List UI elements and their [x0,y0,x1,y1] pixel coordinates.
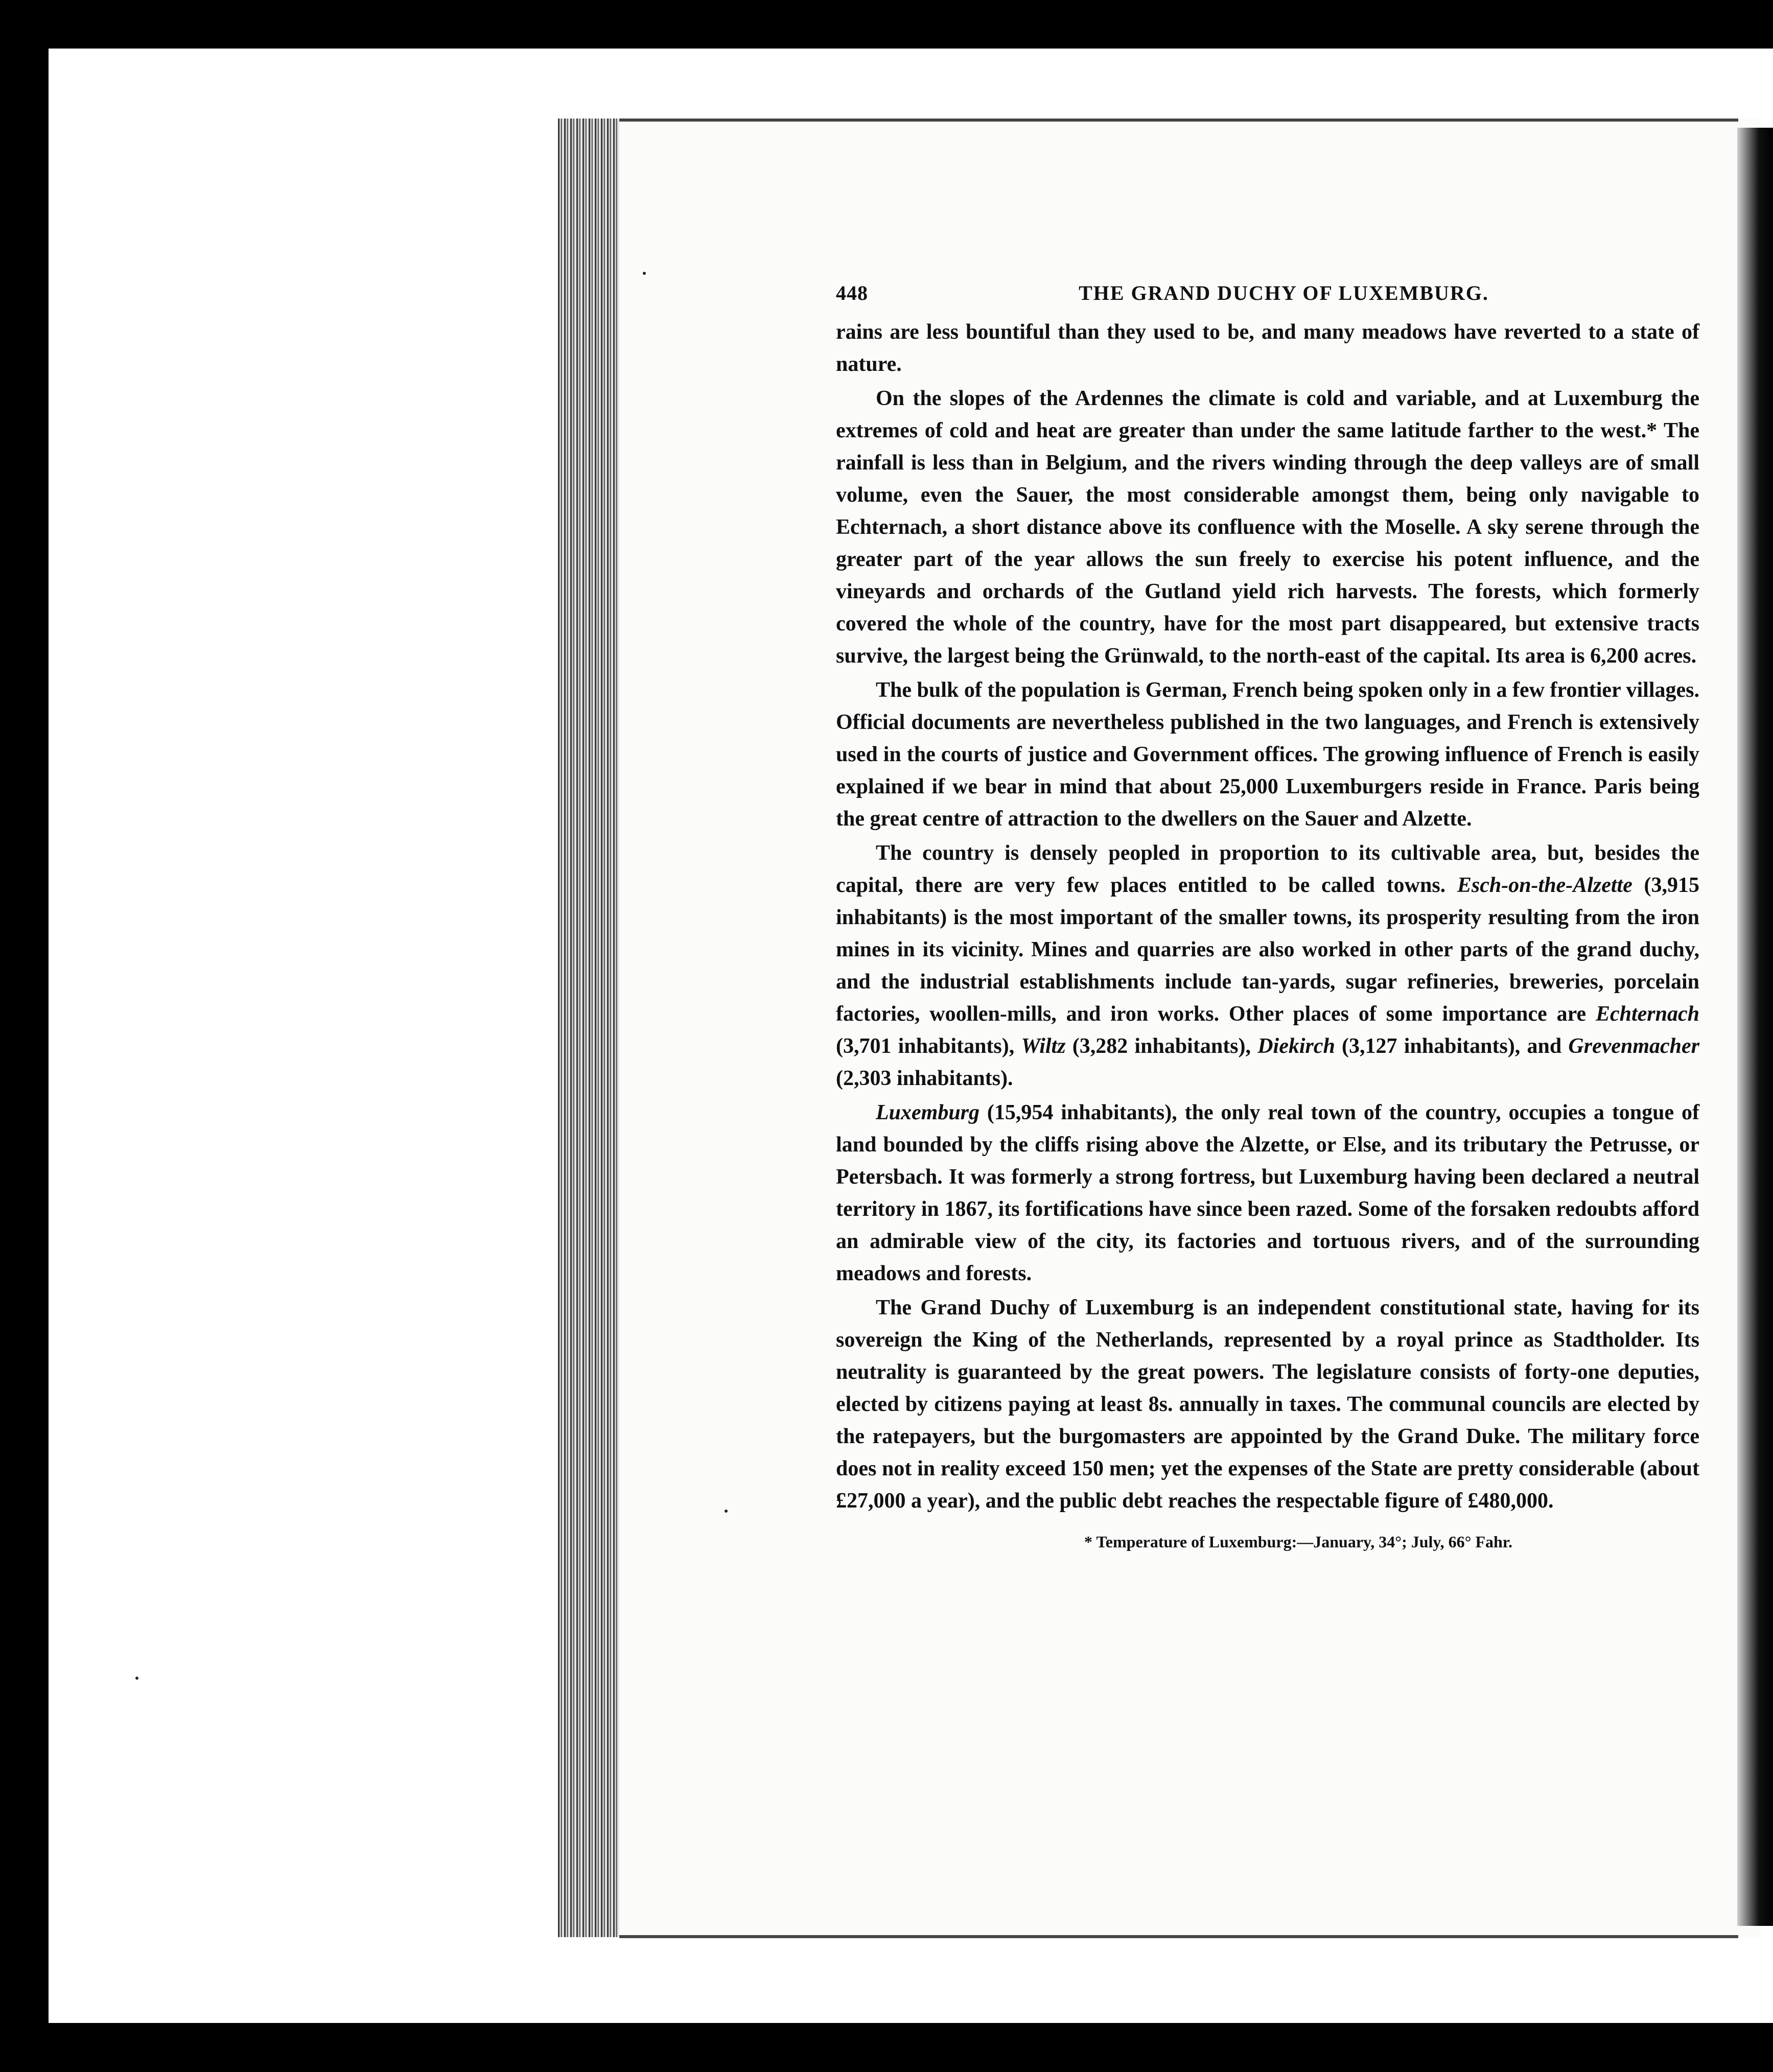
film-border-bottom [0,2023,1773,2072]
running-head [836,281,1699,305]
paragraph-4-text: (2,303 inhabitants). [836,1067,1013,1090]
footnote: * Temperature of Luxemburg:—January, 34°; July, 66° Fahr. [1084,1533,1513,1551]
page-top-edge [619,119,1738,122]
paragraph-5 [836,1097,1699,1290]
running-title: THE GRAND DUCHY OF LUXEMBURG. [1079,281,1489,304]
page-number: 448 [836,281,868,304]
town-echternach: Echternach [1595,1002,1699,1026]
paragraph-4-text: (3,701 inhabitants), [836,1034,1021,1058]
dust-speck [725,1510,728,1513]
paragraph-4-text: The country is densely peopled in proportion to its cultivable area, but, besides the capital, there are very few places entitled to be called towns. [836,841,1699,897]
town-diekirch: Diekirch [1257,1034,1335,1058]
paragraph-3: The bulk of the population is German, French being spoken only in a few frontier villages. Official documents are nevertheless published in the two languages, and French is extensively used in the courts of justice and Government offices. The growing influence of French is easily explained if we bear in mind that about 25,000 Luxemburgers reside in France. Paris being the great centre of attraction to the dwellers on the Sauer and Alzette. [836,678,1699,831]
dust-speck [135,1677,138,1680]
paragraph-4 [836,837,1699,1095]
dust-speck [643,272,646,275]
text-block [836,281,1699,1551]
town-grevenmacher: Grevenmacher [1568,1034,1700,1058]
page-bottom-edge [619,1935,1738,1938]
paragraph-2: On the slopes of the Ardennes the climate is cold and variable, and at Luxemburg the extremes of cold and heat are greater than under the same latitude farther to the west.* The rainfall is less than in Belgium, and the rivers winding through the deep valleys are of small volume, even the Sauer, the most considerable amongst them, being only navigable to Echternach, a short distance above its confluence with the Moselle. A sky serene through the greater part of the year allows the sun freely to exercise his potent influence, and the vineyards and orchards of the Gutland yield rich harvests. The forests, which formerly covered the whole of the country, have for the most part disappeared, but extensive tracts survive, the largest being the Grünwald, to the north-east of the capital. Its area is 6,200 acres. [836,387,1699,668]
paragraph-1: rains are less bountiful than they used to be, and many meadows have reverted to a state of nature. [836,320,1699,376]
paragraph-4-text: (3,915 inhabitants) is the most important of the smaller towns, its prosperity resulting from the iron mines in its vicinity. Mines and quarries are also worked in other parts of the grand duchy, and the industrial establishments include tan-yards, sugar refineries, breweries, porcelain factories, woollen-mills, and iron works. Other places of some importance are [836,874,1699,1026]
paragraph-4-text: (3,127 inhabitants), and [1335,1034,1569,1058]
page-shadow [1737,128,1773,1926]
paragraph-6: The Grand Duchy of Luxemburg is an independent constitutional state, having for its sovereign the King of the Netherlands, represented by a royal prince as Stadtholder. Its neutrality is guaranteed by the great powers. The legislature consists of forty-one deputies, elected by citizens paying at least 8s. annually in taxes. The communal councils are elected by the ratepayers, but the burgomasters are appointed by the Grand Duke. The military force does not in reality exceed 150 men; yet the expenses of the State are pretty considerable (about £27,000 a year), and the public debt reaches the respectable figure of £480,000. [836,1296,1699,1513]
town-esch: Esch-on-the-Alzette [1457,874,1632,897]
town-wiltz: Wiltz [1021,1034,1066,1058]
paragraph-4-text: (3,282 inhabitants), [1065,1034,1258,1058]
paragraph-5-text: (15,954 inhabitants), the only real town of the country, occupies a tongue of land bounded by the cliffs rising above the Alzette, or Else, and its tributary the Petrusse, or Petersbach. It was formerly a strong fortress, but Luxemburg having been declared a neutral territory in 1867, its fortifications have since been razed. Some of the forsaken redoubts afford an admirable view of the city, its factories and tortuous rivers, and of the surrounding meadows and forests. [836,1101,1699,1285]
page-edges [558,119,619,1937]
town-luxemburg: Luxemburg [876,1101,980,1124]
